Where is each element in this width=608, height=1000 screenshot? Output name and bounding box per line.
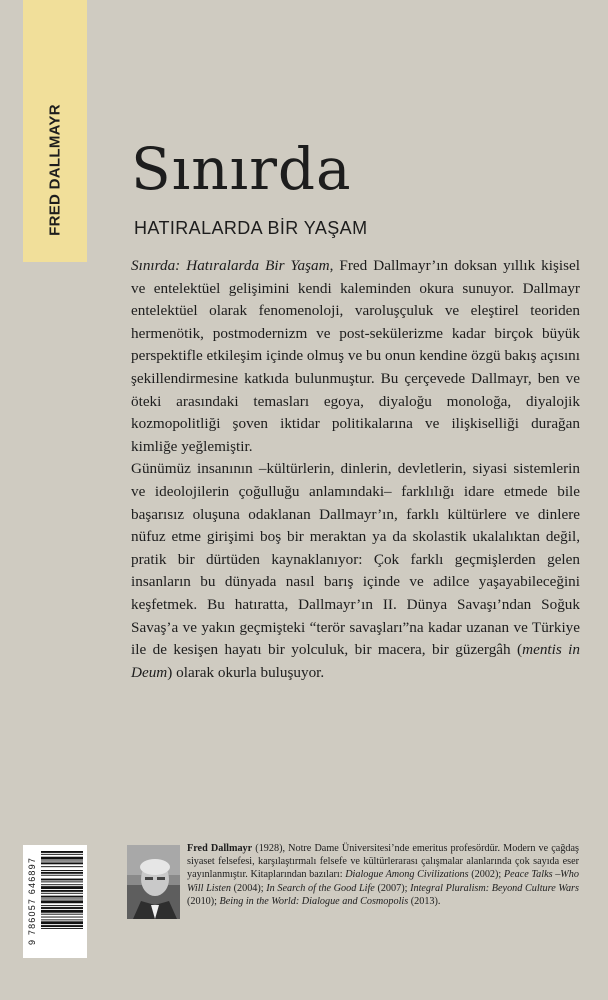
barcode-bar <box>41 881 83 882</box>
barcode-bar <box>41 928 83 929</box>
barcode-bar <box>41 925 83 927</box>
bio-text: (1928), Notre Dame Üniversitesi’nde emeritus profesördür. Modern ve çağdaş siyaset felsefesi, karşılaştırmalı felsefe ve kültürlerarası çalışmalar alanlarında çok sayıda eser yayınlanmıştır. Kitaplarından bazıları: <box>187 843 579 881</box>
isbn-number: 9 786057 646897 <box>27 856 37 946</box>
barcode-bar <box>41 866 83 867</box>
barcode-bar <box>41 870 83 871</box>
barcode-bar <box>41 899 83 900</box>
barcode-bar <box>41 851 83 853</box>
barcode-bar <box>41 900 83 903</box>
bio-text: (2010); <box>187 895 220 907</box>
barcode-bar <box>41 917 83 918</box>
barcode-bar <box>41 921 83 924</box>
barcode-bar <box>41 854 83 855</box>
bio-text: (2002); <box>468 869 504 881</box>
author-photo <box>127 845 180 919</box>
barcode-bar <box>41 886 83 889</box>
barcode-bar <box>41 862 83 864</box>
bio-text: (2013). <box>408 895 441 907</box>
barcode-bar <box>41 875 83 876</box>
bio-book-title: Being in the World: Dialogue and Cosmopolis <box>219 895 409 907</box>
bio-author-name: Fred Dallmayr <box>187 843 253 854</box>
blurb-paragraph-2 <box>131 458 580 684</box>
blurb-p2-italic: mentis in Deum <box>131 641 580 681</box>
isbn-barcode <box>23 845 87 958</box>
barcode-bar <box>41 884 83 885</box>
bio-book-title: Peace Talks –Who Will Listen <box>187 869 579 894</box>
blurb-title-italic: Sınırda: Hatıralarda Bir Yaşam <box>131 257 330 274</box>
blurb-p2-end: ) olarak okurla buluşuyor. <box>167 663 325 681</box>
barcode-bar <box>41 905 83 906</box>
bio-book-title: In Search of the Good Life <box>266 882 375 894</box>
barcode-bar <box>41 890 83 892</box>
barcode-bar <box>41 893 83 894</box>
author-portrait-image <box>127 845 180 919</box>
bio-text: (2004); <box>230 882 267 894</box>
barcode-bar <box>41 919 83 920</box>
barcode-bar <box>41 857 83 860</box>
bio-book-title: Integral Pluralism: Beyond Culture Wars <box>410 882 579 894</box>
blurb-p2-text: Günümüz insanının –kültürlerin, dinlerin, devletlerin, siyasi sistemlerin ve ideolojilerin çoğulluğu anlamındaki– farklılığı idare etmede bile başarısız oluşuna odaklanan Dallmayr’ın, farklı kültürlere ve dinlere nüfuz etme girişimi boş bir meraktan ya da skolastik ukalalıktan değil, pratik bir dürtüden kaynaklanıyor: Çok farklı geçmişlerden gelen insanların bu dünyada nasıl barış içinde ve adilce yaşayabileceğini keşfetmek. Bu hatıratta, Dallmayr’ın II. Dünya Savaşı’ndan Soğuk Savaş’a ve yakın geçmişteki “terör savaşları”na kadar uzanan ve Türkiye ile de kesişen hayatı bir yolculuk, bir macera, bir güzergâh ( <box>131 460 580 659</box>
barcode-bar <box>41 914 83 915</box>
barcode-bar <box>41 896 83 898</box>
book-subtitle: HATIRALARDA BİR YAŞAM <box>134 218 368 238</box>
barcode-bar <box>41 872 83 874</box>
blurb-paragraph-1 <box>131 255 580 458</box>
barcode-bar <box>41 910 83 913</box>
spine-author: FRED DALLMAYR <box>46 104 64 236</box>
barcode-bar <box>41 861 83 862</box>
author-bio <box>187 842 579 908</box>
back-cover-blurb <box>131 255 580 684</box>
book-title: Sınırda <box>131 135 352 203</box>
bio-text: (2007); <box>374 882 411 894</box>
blurb-p1-text: , Fred Dallmayr’ın doksan yıllık kişisel ve entelektüel gelişimini kendi kaleminden okura sunuyor. Dallmayr entelektüel olarak fenomenoloji, varoluşçuluk ve eleştirel teoriden hermenötik, postmodernizm ve post-sekülerizme kadar birçok büyük perspektifle etkileşim içinde olmuş ve bu onun kendine özgü bakış açısını şekillendirmesine katkıda bulunmuştur. Bu çerçevede Dallmayr, ben ve öteki arasındaki temasları egoya, diyaloğu monoloğa, diyalojik kozmopolitliği şoven iktidar politikalarına ve ilişkiselliği durağan kimliğe yeğlemiştir. <box>131 257 580 455</box>
barcode-bar <box>41 907 83 909</box>
bio-book-title: Dialogue Among Civilizations <box>345 869 469 881</box>
barcode-bar <box>41 879 83 881</box>
